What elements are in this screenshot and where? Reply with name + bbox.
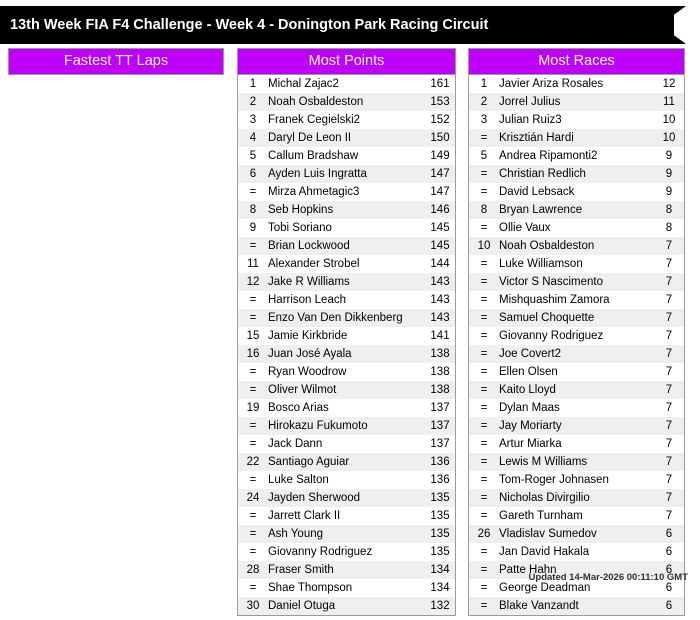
- row-value: 135: [425, 507, 455, 525]
- row-driver-name: Kaito Lloyd: [499, 381, 654, 399]
- table-row: [469, 363, 684, 381]
- row-value: 6: [654, 525, 684, 543]
- row-position: 16: [238, 345, 268, 363]
- row-value: 145: [425, 237, 455, 255]
- row-value: 138: [425, 363, 455, 381]
- row-driver-name: Jan David Hakala: [499, 543, 654, 561]
- row-driver-name: Daniel Otuga: [268, 597, 425, 615]
- row-position: =: [469, 183, 499, 201]
- row-position: =: [238, 525, 268, 543]
- row-value: 6: [654, 543, 684, 561]
- row-position: =: [469, 363, 499, 381]
- row-position: =: [238, 237, 268, 255]
- updated-timestamp: Updated 14-Mar-2026 00:11:10 GMT: [528, 572, 688, 583]
- row-driver-name: Mirza Ahmetagic3: [268, 183, 425, 201]
- row-value: 7: [654, 291, 684, 309]
- row-driver-name: Ayden Luis Ingratta: [268, 165, 425, 183]
- table-row: [238, 345, 455, 363]
- row-position: 2: [469, 93, 499, 111]
- row-driver-name: Blake Vanzandt: [499, 597, 654, 615]
- row-driver-name: Noah Osbaldeston: [268, 93, 425, 111]
- table-row: [469, 237, 684, 255]
- row-position: =: [238, 435, 268, 453]
- row-driver-name: Jorrel Julius: [499, 93, 654, 111]
- table-row: [238, 327, 455, 345]
- row-position: =: [469, 129, 499, 147]
- row-value: 153: [425, 93, 455, 111]
- row-position: =: [469, 507, 499, 525]
- row-position: =: [238, 543, 268, 561]
- row-position: =: [469, 327, 499, 345]
- row-value: 150: [425, 129, 455, 147]
- row-driver-name: David Lebsack: [499, 183, 654, 201]
- row-driver-name: Lewis M Williams: [499, 453, 654, 471]
- row-value: 6: [654, 597, 684, 615]
- table-row: [238, 381, 455, 399]
- table-row: [469, 489, 684, 507]
- table-row: [469, 183, 684, 201]
- table-row: [469, 129, 684, 147]
- title-banner: [0, 6, 700, 44]
- row-value: 137: [425, 435, 455, 453]
- row-driver-name: Shae Thompson: [268, 579, 425, 597]
- row-value: 136: [425, 453, 455, 471]
- row-position: =: [469, 561, 499, 579]
- most-points-table-wrap: [237, 75, 456, 616]
- row-value: 8: [654, 201, 684, 219]
- row-driver-name: Mishquashim Zamora: [499, 291, 654, 309]
- row-driver-name: Brian Lockwood: [268, 237, 425, 255]
- row-position: 10: [469, 237, 499, 255]
- row-driver-name: Giovanny Rodriguez: [268, 543, 425, 561]
- table-row: [469, 471, 684, 489]
- row-driver-name: Samuel Choquette: [499, 309, 654, 327]
- row-driver-name: Ollie Vaux: [499, 219, 654, 237]
- row-driver-name: Bryan Lawrence: [499, 201, 654, 219]
- row-value: 138: [425, 381, 455, 399]
- row-value: 8: [654, 219, 684, 237]
- row-driver-name: Fraser Smith: [268, 561, 425, 579]
- row-value: 9: [654, 165, 684, 183]
- row-value: 143: [425, 291, 455, 309]
- row-value: 7: [654, 417, 684, 435]
- row-driver-name: Ellen Olsen: [499, 363, 654, 381]
- row-position: 8: [469, 201, 499, 219]
- table-row: [238, 471, 455, 489]
- row-position: 3: [238, 111, 268, 129]
- row-driver-name: Nicholas Divirgilio: [499, 489, 654, 507]
- table-row: [469, 255, 684, 273]
- panel-title-most-points: Most Points: [237, 48, 456, 75]
- row-value: 10: [654, 111, 684, 129]
- row-value: 137: [425, 417, 455, 435]
- row-value: 141: [425, 327, 455, 345]
- table-row: [469, 201, 684, 219]
- row-driver-name: Luke Williamson: [499, 255, 654, 273]
- table-row: [238, 75, 455, 93]
- table-row: [238, 93, 455, 111]
- row-value: 11: [654, 93, 684, 111]
- row-driver-name: Giovanny Rodriguez: [499, 327, 654, 345]
- row-position: =: [469, 543, 499, 561]
- row-value: 10: [654, 129, 684, 147]
- table-row: [469, 147, 684, 165]
- row-driver-name: Victor S Nascimento: [499, 273, 654, 291]
- title-banner-wedge: [660, 6, 686, 44]
- row-driver-name: Joe Covert2: [499, 345, 654, 363]
- table-row: [238, 111, 455, 129]
- row-position: 5: [238, 147, 268, 165]
- row-value: 7: [654, 435, 684, 453]
- row-position: =: [469, 453, 499, 471]
- table-row: [238, 507, 455, 525]
- row-position: =: [238, 381, 268, 399]
- row-driver-name: Alexander Strobel: [268, 255, 425, 273]
- row-position: =: [238, 471, 268, 489]
- most-points-table: [238, 75, 455, 615]
- row-value: 6: [654, 561, 684, 579]
- row-driver-name: Dylan Maas: [499, 399, 654, 417]
- row-driver-name: Daryl De Leon II: [268, 129, 425, 147]
- row-driver-name: Juan José Ayala: [268, 345, 425, 363]
- row-driver-name: Julian Ruiz3: [499, 111, 654, 129]
- table-row: [238, 597, 455, 615]
- row-value: 7: [654, 327, 684, 345]
- most-races-table: [469, 75, 684, 615]
- row-driver-name: Jack Dann: [268, 435, 425, 453]
- table-row: [469, 327, 684, 345]
- row-value: 7: [654, 399, 684, 417]
- table-row: [469, 309, 684, 327]
- row-value: 7: [654, 489, 684, 507]
- row-position: =: [469, 435, 499, 453]
- row-driver-name: Oliver Wilmot: [268, 381, 425, 399]
- row-position: =: [469, 579, 499, 597]
- row-value: 132: [425, 597, 455, 615]
- panel-most-points: [237, 48, 456, 616]
- panel-title-fastest-tt-laps: Fastest TT Laps: [8, 48, 224, 75]
- row-position: =: [469, 471, 499, 489]
- row-driver-name: Krisztián Hardi: [499, 129, 654, 147]
- table-row: [238, 561, 455, 579]
- row-value: 7: [654, 345, 684, 363]
- row-position: =: [469, 219, 499, 237]
- row-position: =: [469, 489, 499, 507]
- row-value: 135: [425, 489, 455, 507]
- row-position: 3: [469, 111, 499, 129]
- row-position: =: [238, 363, 268, 381]
- row-position: 9: [238, 219, 268, 237]
- table-row: [238, 363, 455, 381]
- table-row: [469, 525, 684, 543]
- row-position: 1: [238, 75, 268, 93]
- most-races-table-body: [469, 75, 684, 615]
- table-row: [238, 255, 455, 273]
- row-value: 12: [654, 75, 684, 93]
- row-position: =: [469, 255, 499, 273]
- row-driver-name: Gareth Turnham: [499, 507, 654, 525]
- row-position: =: [238, 309, 268, 327]
- row-position: 15: [238, 327, 268, 345]
- table-row: [469, 597, 684, 615]
- row-position: =: [469, 417, 499, 435]
- row-position: =: [238, 183, 268, 201]
- row-position: 12: [238, 273, 268, 291]
- row-value: 135: [425, 543, 455, 561]
- row-driver-name: Jake R Williams: [268, 273, 425, 291]
- row-driver-name: Noah Osbaldeston: [499, 237, 654, 255]
- panel-fastest-tt-laps: [8, 48, 224, 75]
- row-position: =: [238, 417, 268, 435]
- table-row: [238, 525, 455, 543]
- row-driver-name: Harrison Leach: [268, 291, 425, 309]
- row-driver-name: Tom-Roger Johnasen: [499, 471, 654, 489]
- row-value: 7: [654, 273, 684, 291]
- row-value: 147: [425, 183, 455, 201]
- row-driver-name: Luke Salton: [268, 471, 425, 489]
- row-driver-name: Jayden Sherwood: [268, 489, 425, 507]
- row-value: 7: [654, 453, 684, 471]
- panel-most-races: [468, 48, 685, 616]
- row-position: =: [238, 291, 268, 309]
- panel-title-most-races: Most Races: [468, 48, 685, 75]
- row-value: 7: [654, 381, 684, 399]
- row-position: =: [469, 309, 499, 327]
- table-row: [238, 219, 455, 237]
- row-driver-name: Artur Miarka: [499, 435, 654, 453]
- row-value: 161: [425, 75, 455, 93]
- row-position: 4: [238, 129, 268, 147]
- row-value: 146: [425, 201, 455, 219]
- row-value: 6: [654, 579, 684, 597]
- table-row: [469, 165, 684, 183]
- row-driver-name: Christian Redlich: [499, 165, 654, 183]
- row-driver-name: Andrea Ripamonti2: [499, 147, 654, 165]
- most-points-table-body: [238, 75, 455, 615]
- row-driver-name: George Deadman: [499, 579, 654, 597]
- row-position: 5: [469, 147, 499, 165]
- row-value: 9: [654, 183, 684, 201]
- table-row: [469, 507, 684, 525]
- table-row: [469, 417, 684, 435]
- table-row: [238, 579, 455, 597]
- row-position: =: [469, 291, 499, 309]
- row-position: 30: [238, 597, 268, 615]
- table-row: [469, 219, 684, 237]
- row-driver-name: Jamie Kirkbride: [268, 327, 425, 345]
- table-row: [469, 345, 684, 363]
- row-driver-name: Callum Bradshaw: [268, 147, 425, 165]
- table-row: [238, 417, 455, 435]
- table-row: [238, 489, 455, 507]
- row-position: =: [469, 345, 499, 363]
- row-driver-name: Santiago Aguiar: [268, 453, 425, 471]
- table-row: [238, 543, 455, 561]
- row-position: =: [238, 579, 268, 597]
- row-position: 26: [469, 525, 499, 543]
- row-driver-name: Franek Cegielski2: [268, 111, 425, 129]
- row-position: 28: [238, 561, 268, 579]
- row-position: =: [469, 597, 499, 615]
- table-row: [469, 291, 684, 309]
- most-races-table-wrap: [468, 75, 685, 616]
- row-value: 143: [425, 273, 455, 291]
- row-value: 7: [654, 507, 684, 525]
- table-row: [469, 453, 684, 471]
- table-row: [238, 165, 455, 183]
- row-position: 8: [238, 201, 268, 219]
- table-row: [469, 543, 684, 561]
- row-value: 147: [425, 165, 455, 183]
- row-position: 19: [238, 399, 268, 417]
- row-position: 24: [238, 489, 268, 507]
- table-row: [469, 399, 684, 417]
- row-position: 11: [238, 255, 268, 273]
- table-row: [469, 111, 684, 129]
- row-value: 145: [425, 219, 455, 237]
- row-driver-name: Javier Ariza Rosales: [499, 75, 654, 93]
- table-row: [238, 291, 455, 309]
- row-driver-name: Seb Hopkins: [268, 201, 425, 219]
- row-position: 1: [469, 75, 499, 93]
- table-row: [469, 75, 684, 93]
- row-driver-name: Jarrett Clark II: [268, 507, 425, 525]
- row-value: 7: [654, 309, 684, 327]
- row-driver-name: Jay Moriarty: [499, 417, 654, 435]
- table-row: [469, 435, 684, 453]
- row-position: =: [469, 399, 499, 417]
- row-position: =: [469, 165, 499, 183]
- row-position: 2: [238, 93, 268, 111]
- row-driver-name: Michal Zajac2: [268, 75, 425, 93]
- row-position: =: [469, 273, 499, 291]
- row-driver-name: Vladislav Sumedov: [499, 525, 654, 543]
- row-value: 7: [654, 471, 684, 489]
- table-row: [238, 309, 455, 327]
- row-driver-name: Patte Hahn: [499, 561, 654, 579]
- row-value: 7: [654, 237, 684, 255]
- row-value: 134: [425, 561, 455, 579]
- table-row: [469, 381, 684, 399]
- row-value: 143: [425, 309, 455, 327]
- row-value: 9: [654, 147, 684, 165]
- table-row: [238, 129, 455, 147]
- row-driver-name: Hirokazu Fukumoto: [268, 417, 425, 435]
- row-driver-name: Ash Young: [268, 525, 425, 543]
- table-row: [238, 273, 455, 291]
- table-row: [238, 453, 455, 471]
- row-value: 137: [425, 399, 455, 417]
- row-position: =: [238, 507, 268, 525]
- row-position: 22: [238, 453, 268, 471]
- table-row: [238, 399, 455, 417]
- row-value: 134: [425, 579, 455, 597]
- table-row: [238, 147, 455, 165]
- page-title: 13th Week FIA F4 Challenge - Week 4 - Donington Park Racing Circuit: [10, 17, 489, 33]
- row-value: 152: [425, 111, 455, 129]
- row-value: 7: [654, 255, 684, 273]
- table-row: [238, 183, 455, 201]
- row-position: 6: [238, 165, 268, 183]
- row-value: 7: [654, 363, 684, 381]
- row-value: 149: [425, 147, 455, 165]
- row-driver-name: Tobi Soriano: [268, 219, 425, 237]
- row-value: 136: [425, 471, 455, 489]
- row-driver-name: Enzo Van Den Dikkenberg: [268, 309, 425, 327]
- table-row: [238, 237, 455, 255]
- row-value: 138: [425, 345, 455, 363]
- table-row: [238, 435, 455, 453]
- row-value: 135: [425, 525, 455, 543]
- table-row: [238, 201, 455, 219]
- row-position: =: [469, 381, 499, 399]
- table-row: [469, 273, 684, 291]
- row-value: 144: [425, 255, 455, 273]
- row-driver-name: Ryan Woodrow: [268, 363, 425, 381]
- row-driver-name: Bosco Arias: [268, 399, 425, 417]
- table-row: [469, 93, 684, 111]
